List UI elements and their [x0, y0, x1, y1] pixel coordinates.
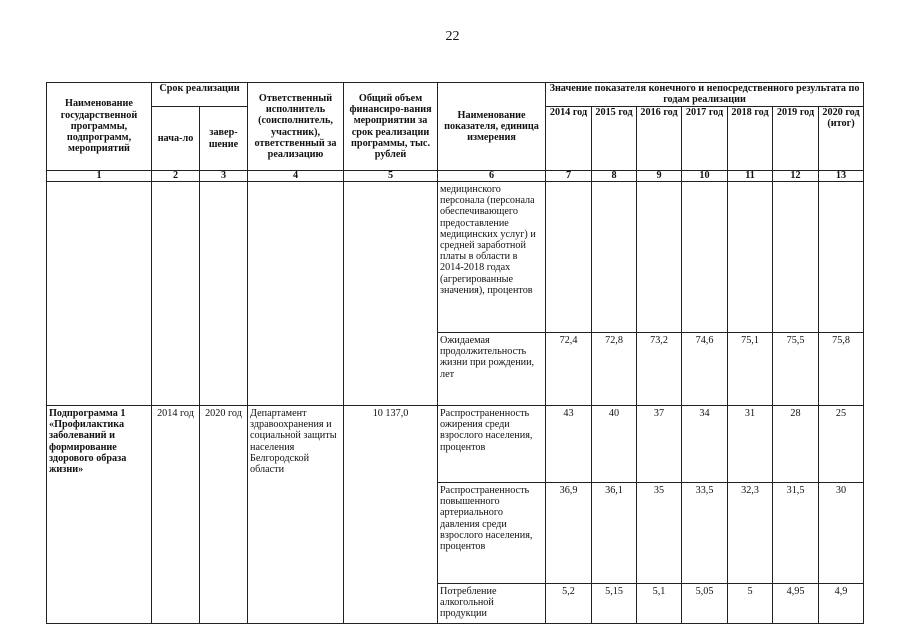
value-cell — [546, 182, 592, 333]
column-number: 3 — [200, 171, 248, 182]
column-number: 1 — [47, 171, 152, 182]
value-cell: 73,2 — [637, 333, 682, 406]
value-cell: 25 — [819, 406, 864, 483]
indicator-cell: Распространенность повышенного артериального давления среди взрослого населения, процентов — [438, 483, 546, 584]
header-year-2014: 2014 год — [546, 107, 592, 171]
value-cell: 75,5 — [773, 333, 819, 406]
column-number: 13 — [819, 171, 864, 182]
indicator-cell: Распространенность ожирения среди взрослого населения, процентов — [438, 406, 546, 483]
value-cell: 4,95 — [773, 584, 819, 624]
volume-cell — [344, 182, 438, 406]
column-number: 7 — [546, 171, 592, 182]
column-number-row — [47, 171, 864, 182]
header-year-2016: 2016 год — [637, 107, 682, 171]
page-number: 22 — [445, 29, 460, 44]
value-cell: 75,1 — [728, 333, 773, 406]
value-cell: 72,4 — [546, 333, 592, 406]
value-cell: 28 — [773, 406, 819, 483]
header-term: Срок реализации — [152, 83, 248, 107]
column-number: 10 — [682, 171, 728, 182]
value-cell — [819, 182, 864, 333]
value-cell — [592, 182, 637, 333]
value-cell — [682, 182, 728, 333]
value-cell: 5,15 — [592, 584, 637, 624]
header-start: нача-ло — [152, 107, 200, 171]
start-cell: 2014 год — [152, 406, 200, 624]
program-cell — [47, 182, 152, 406]
executor-cell: Департамент здравоохранения и социальной защиты населения Белгородской области — [248, 406, 344, 624]
start-cell — [152, 182, 200, 406]
header-volume: Общий объем финансиро-вания мероприятии за срок реализации программы, тыс. рублей — [344, 83, 438, 171]
end-cell — [200, 182, 248, 406]
header-executor: Ответственный исполнитель (соисполнитель, участник), ответственный за реализацию — [248, 83, 344, 171]
column-number: 9 — [637, 171, 682, 182]
value-cell: 36,9 — [546, 483, 592, 584]
value-cell: 4,9 — [819, 584, 864, 624]
column-number: 6 — [438, 171, 546, 182]
indicator-cell: Потребление алкогольной продукции — [438, 584, 546, 624]
value-cell: 72,8 — [592, 333, 637, 406]
indicator-cell: медицинского персонала (персонала обеспечивающего предоставление медицинских услуг) и средней заработной платы в области в 2014-2018 годах (агрегированные значения), процентов — [438, 182, 546, 333]
table-row — [47, 406, 864, 483]
value-cell: 34 — [682, 406, 728, 483]
value-cell: 75,8 — [819, 333, 864, 406]
header-program-name: Наименование государственной программы, подпрограмм, мероприятий — [47, 83, 152, 171]
header-year-2018: 2018 год — [728, 107, 773, 171]
column-number: 11 — [728, 171, 773, 182]
end-cell: 2020 год — [200, 406, 248, 624]
value-cell: 31,5 — [773, 483, 819, 584]
header-year-2019: 2019 год — [773, 107, 819, 171]
value-cell: 32,3 — [728, 483, 773, 584]
value-cell: 74,6 — [682, 333, 728, 406]
header-year-2020: 2020 год (итог) — [819, 107, 864, 171]
executor-cell — [248, 182, 344, 406]
column-number: 12 — [773, 171, 819, 182]
value-cell: 30 — [819, 483, 864, 584]
header-indicator: Наименование показателя, единица измерения — [438, 83, 546, 171]
value-cell: 5,2 — [546, 584, 592, 624]
value-cell: 40 — [592, 406, 637, 483]
indicator-cell: Ожидаемая продолжительность жизни при рождении, лет — [438, 333, 546, 406]
volume-cell: 10 137,0 — [344, 406, 438, 624]
header-year-2015: 2015 год — [592, 107, 637, 171]
value-cell: 37 — [637, 406, 682, 483]
value-cell: 5,05 — [682, 584, 728, 624]
program-indicators-table — [46, 82, 864, 624]
value-cell: 35 — [637, 483, 682, 584]
column-number: 5 — [344, 171, 438, 182]
value-cell: 5 — [728, 584, 773, 624]
column-number: 4 — [248, 171, 344, 182]
value-cell — [637, 182, 682, 333]
value-cell: 43 — [546, 406, 592, 483]
program-cell: Подпрограмма 1 «Профилактика заболеваний и формирование здорового образа жизни» — [47, 406, 152, 624]
value-cell — [773, 182, 819, 333]
header-year-2017: 2017 год — [682, 107, 728, 171]
table-row — [47, 182, 864, 333]
header-end: завер-шение — [200, 107, 248, 171]
value-cell: 31 — [728, 406, 773, 483]
value-cell — [728, 182, 773, 333]
column-number: 8 — [592, 171, 637, 182]
header-values-group: Значение показателя конечного и непосредственного результата по годам реализации — [546, 83, 864, 107]
value-cell: 36,1 — [592, 483, 637, 584]
value-cell: 5,1 — [637, 584, 682, 624]
column-number: 2 — [152, 171, 200, 182]
value-cell: 33,5 — [682, 483, 728, 584]
